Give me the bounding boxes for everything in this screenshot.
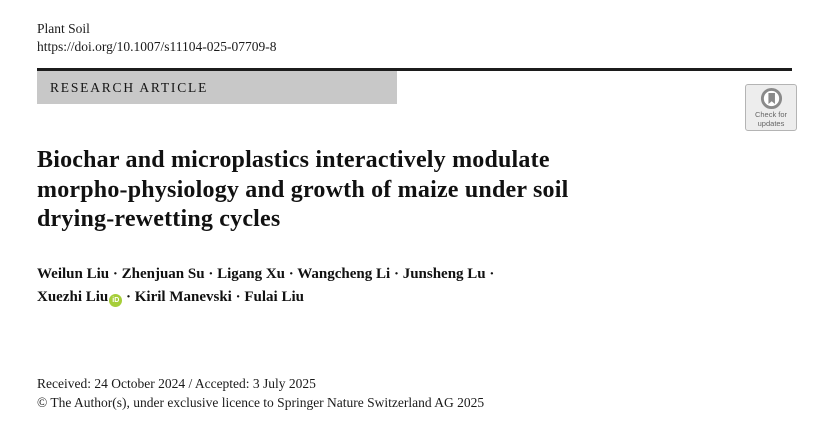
journal-name: Plant Soil [37,21,90,36]
orcid-icon-label: iD [112,296,120,304]
author-names-line-2-end: · Kiril Manevski · Fulai Liu [122,288,304,305]
author-list-line-1 [37,263,494,286]
article-title-line-2: morpho-physiology and growth of maize under soil [37,176,569,203]
author-names-line-1: Weilun Liu · Zhenjuan Su · Ligang Xu · Wangcheng Li · Junsheng Lu · [37,266,495,282]
article-title-line-3: drying-rewetting cycles [37,206,281,232]
article-title-line-1: Biochar and microplastics interactively modulate [37,147,550,173]
article-type-label: RESEARCH ARTICLE [50,79,209,95]
author-names-line-2-start: Xuezhi Liu [37,288,109,305]
received-accepted-dates: Received: 24 October 2024 / Accepted: 3 July 2025 [37,376,316,391]
author-list [37,263,494,308]
orcid-icon[interactable] [109,294,122,307]
doi-link[interactable]: https://doi.org/10.1007/s11104-025-07709-8 [37,39,277,54]
author-list-line-2 [37,286,494,309]
article-type-banner [37,71,397,104]
crossmark-bookmark-icon [760,87,783,110]
check-for-updates-label-line2: updates [757,119,785,128]
check-for-updates-label-line1: Check for [754,109,788,119]
article-meta [37,375,484,412]
article-title [37,146,568,235]
copyright-line: © The Author(s), under exclusive licence to Springer Nature Switzerland AG 2025 [37,394,485,410]
check-for-updates-badge[interactable] [745,84,797,131]
